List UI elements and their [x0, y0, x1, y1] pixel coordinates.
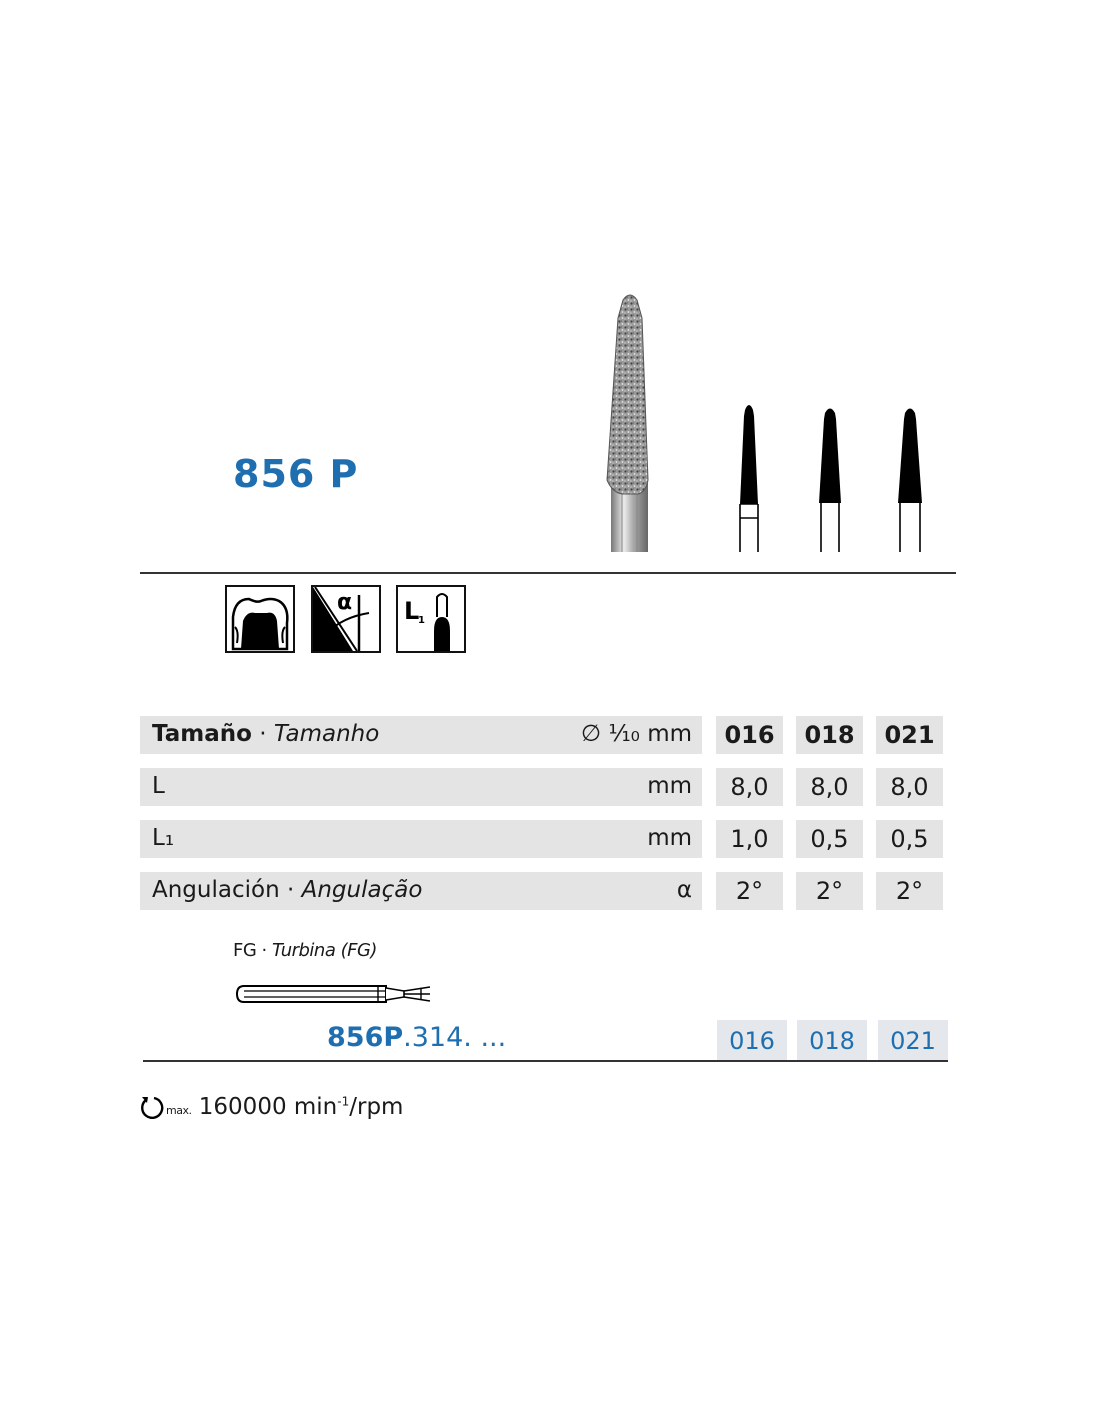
- svg-text:L: L: [404, 597, 420, 625]
- angle-row: [140, 872, 702, 910]
- angle-alpha-icon: [311, 585, 381, 653]
- diamond-bur-illustration: [600, 290, 660, 552]
- l1-value-016: 1,0: [716, 820, 783, 858]
- speed-unit: /rpm: [349, 1094, 404, 1120]
- bur-profile-016: [734, 398, 764, 552]
- order-code-016: 016: [717, 1020, 787, 1060]
- product-title: 856 P: [233, 452, 359, 496]
- top-divider: [140, 572, 956, 574]
- angle-label: Angulación · Angulação: [152, 877, 423, 903]
- length-unit: mm: [647, 773, 692, 799]
- bur-profile-021: [893, 403, 927, 552]
- size-value-016: 016: [716, 716, 783, 754]
- max-label: max.: [166, 1104, 192, 1117]
- crown-preparation-icon: [225, 585, 295, 653]
- order-code: 856P.314. ...: [327, 1022, 507, 1053]
- rotation-icon: [140, 1095, 166, 1119]
- speed-exponent: -1: [337, 1094, 350, 1109]
- angle-value-016: 2°: [716, 872, 783, 910]
- order-code-021: 021: [878, 1020, 948, 1060]
- l1-value-021: 0,5: [876, 820, 943, 858]
- l1-label: L₁: [152, 825, 175, 851]
- l1-length-icon: [396, 585, 466, 653]
- l1-row: [140, 820, 702, 858]
- shank-type-label: FG · Turbina (FG): [233, 940, 377, 961]
- angle-unit: α: [676, 877, 692, 903]
- order-code-018: 018: [797, 1020, 867, 1060]
- speed-value: 160000 min: [198, 1094, 338, 1120]
- length-value-016: 8,0: [716, 768, 783, 806]
- fg-shank-illustration: [236, 983, 432, 1005]
- svg-text:α: α: [337, 590, 353, 615]
- svg-text:1: 1: [418, 615, 425, 626]
- max-speed: [140, 1094, 403, 1120]
- angle-value-018: 2°: [796, 872, 863, 910]
- size-unit: ∅ ¹⁄₁₀ mm: [581, 721, 692, 747]
- length-row: [140, 768, 702, 806]
- size-label: Tamaño · Tamanho: [152, 721, 380, 747]
- angle-value-021: 2°: [876, 872, 943, 910]
- length-value-021: 8,0: [876, 768, 943, 806]
- length-label: L: [152, 773, 165, 799]
- l1-value-018: 0,5: [796, 820, 863, 858]
- size-value-021: 021: [876, 716, 943, 754]
- size-row: [140, 716, 702, 754]
- length-value-018: 8,0: [796, 768, 863, 806]
- size-value-018: 018: [796, 716, 863, 754]
- bur-profile-018: [814, 403, 846, 552]
- l1-unit: mm: [647, 825, 692, 851]
- bottom-divider: [143, 1060, 948, 1062]
